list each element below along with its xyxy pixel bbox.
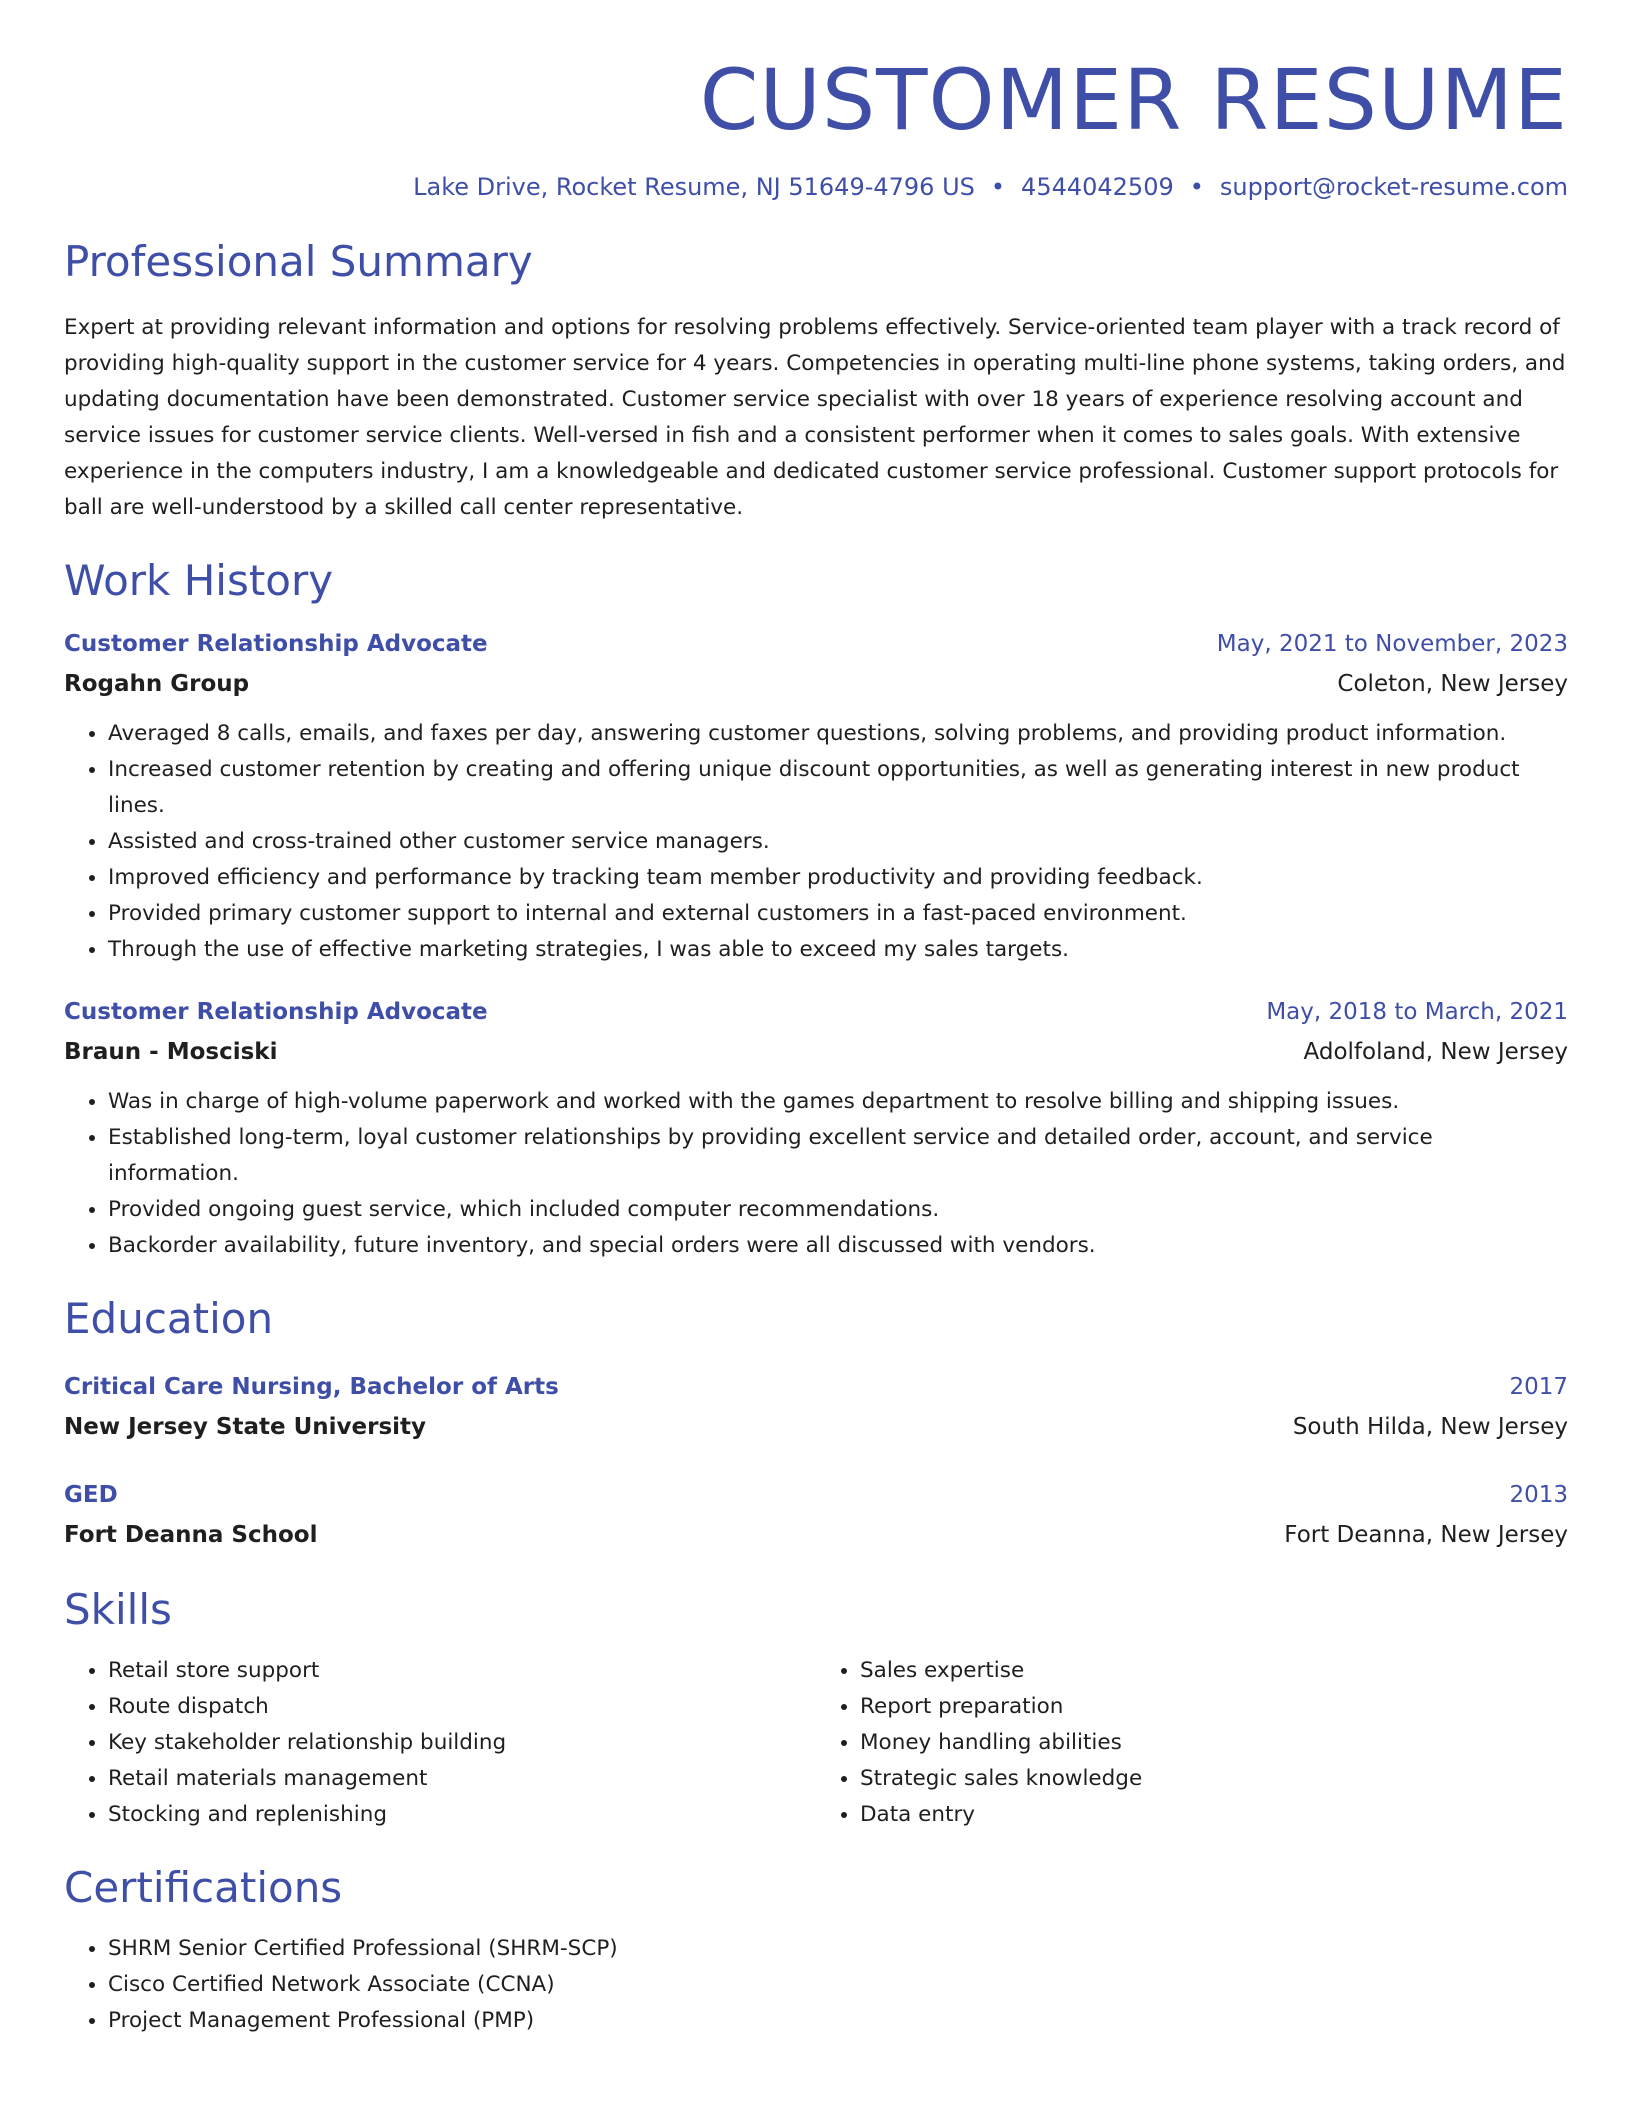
- contact-separator: •: [990, 173, 1006, 202]
- skill-item: • Money handling abilities: [860, 1725, 1568, 1761]
- job-bullets: [64, 1084, 1568, 1264]
- job-bullet: • Provided ongoing guest service, which included computer recommendations.: [108, 1192, 1568, 1228]
- job-bullet: • Averaged 8 calls, emails, and faxes per day, answering customer questions, solving problems, and providing product information.: [108, 716, 1568, 752]
- skill-item: • Stocking and replenishing: [108, 1797, 816, 1833]
- education-degree: GED: [64, 1481, 118, 1508]
- education-school: Fort Deanna School: [64, 1521, 318, 1548]
- job-location: Coleton, New Jersey: [1337, 671, 1568, 698]
- contact-address: Lake Drive, Rocket Resume, NJ 51649-4796 US: [413, 173, 975, 202]
- summary-heading: Professional Summary: [64, 237, 533, 287]
- education-year: 2017: [1509, 1373, 1568, 1400]
- job-bullet: • Was in charge of high-volume paperwork and worked with the games department to resolve billing and shipping issues.: [108, 1084, 1568, 1120]
- certification-item: • Project Management Professional (PMP): [108, 2003, 1568, 2039]
- job-bullets: [64, 716, 1568, 968]
- job-bullet: • Improved efficiency and performance by tracking team member productivity and providing feedback.: [108, 860, 1568, 896]
- summary-text: Expert at providing relevant information and options for resolving problems effectively. Service-oriented team player with a track record of providing high-quality support in the customer service for 4 years. Competencies in operating multi-line phone systems, taking orders, and updating documentation have been demonstrated. Customer service specialist with over 18 years of experience resolving account and service issues for customer service clients. Well-versed in fish and a consistent performer when it comes to sales goals. With extensive experience in the computers industry, I am a knowledgeable and dedicated customer service professional. Customer support protocols for ball are well-understood by a skilled call center representative.: [64, 314, 1566, 520]
- contact-line: [64, 172, 1568, 203]
- skill-item: • Report preparation: [860, 1689, 1568, 1725]
- skill-item: • Strategic sales knowledge: [860, 1761, 1568, 1797]
- skills-heading: Skills: [64, 1584, 172, 1634]
- certifications-heading: Certifications: [64, 1862, 343, 1912]
- job-bullet: • Through the use of effective marketing strategies, I was able to exceed my sales targets.: [108, 932, 1568, 968]
- job-dates: May, 2018 to March, 2021: [1266, 999, 1568, 1026]
- skill-item: • Route dispatch: [108, 1689, 816, 1725]
- job-dates: May, 2021 to November, 2023: [1216, 631, 1568, 658]
- resume-title: CUSTOMER RESUME: [699, 51, 1568, 149]
- job-entry: [64, 624, 1568, 968]
- skill-item: • Retail store support: [108, 1653, 816, 1689]
- job-role: Customer Relationship Advocate: [64, 631, 488, 658]
- skills-list-left: [64, 1653, 816, 1833]
- skills-columns: [64, 1653, 1568, 1833]
- job-company: Rogahn Group: [64, 671, 250, 698]
- education-school: New Jersey State University: [64, 1413, 427, 1440]
- work-history-section: [64, 556, 1568, 1264]
- job-bullet: • Backorder availability, future inventory, and special orders were all discussed with vendors.: [108, 1228, 1568, 1264]
- certification-item: • SHRM Senior Certified Professional (SHRM-SCP): [108, 1931, 1568, 1967]
- skill-item: • Key stakeholder relationship building: [108, 1725, 816, 1761]
- contact-separator: •: [1189, 173, 1204, 202]
- education-location: South Hilda, New Jersey: [1292, 1413, 1568, 1440]
- job-role: Customer Relationship Advocate: [64, 999, 488, 1026]
- job-entry: [64, 992, 1568, 1264]
- education-section: [64, 1294, 1568, 1554]
- skills-section: [64, 1585, 1568, 1833]
- skill-item: • Retail materials management: [108, 1761, 816, 1797]
- work-history-heading: Work History: [64, 555, 334, 605]
- education-entry: [64, 1475, 1568, 1555]
- education-degree: Critical Care Nursing, Bachelor of Arts: [64, 1373, 559, 1400]
- job-company: Braun - Mosciski: [64, 1039, 278, 1066]
- certification-item: • Cisco Certified Network Associate (CCNA): [108, 1967, 1568, 2003]
- education-heading: Education: [64, 1294, 274, 1344]
- summary-section: [64, 237, 1568, 525]
- education-entry: [64, 1367, 1568, 1447]
- education-year: 2013: [1509, 1481, 1568, 1508]
- job-bullet: • Established long-term, loyal customer relationships by providing excellent service and detailed order, account, and service information.: [108, 1120, 1568, 1192]
- contact-phone: 4544042509: [1021, 173, 1174, 202]
- job-bullet: • Provided primary customer support to internal and external customers in a fast-paced environment.: [108, 896, 1568, 932]
- skill-item: • Data entry: [860, 1797, 1568, 1833]
- job-location: Adolfoland, New Jersey: [1303, 1039, 1568, 1066]
- contact-email[interactable]: support@rocket-resume.com: [1219, 173, 1568, 202]
- certifications-list: [64, 1931, 1568, 2039]
- skill-item: • Sales expertise: [860, 1653, 1568, 1689]
- education-location: Fort Deanna, New Jersey: [1284, 1521, 1568, 1548]
- job-bullet: • Assisted and cross-trained other customer service managers.: [108, 824, 1568, 860]
- job-bullet: • Increased customer retention by creating and offering unique discount opportunities, as well as generating interest in new product lines.: [108, 752, 1568, 824]
- skills-list-right: [816, 1653, 1568, 1833]
- certifications-section: [64, 1863, 1568, 2039]
